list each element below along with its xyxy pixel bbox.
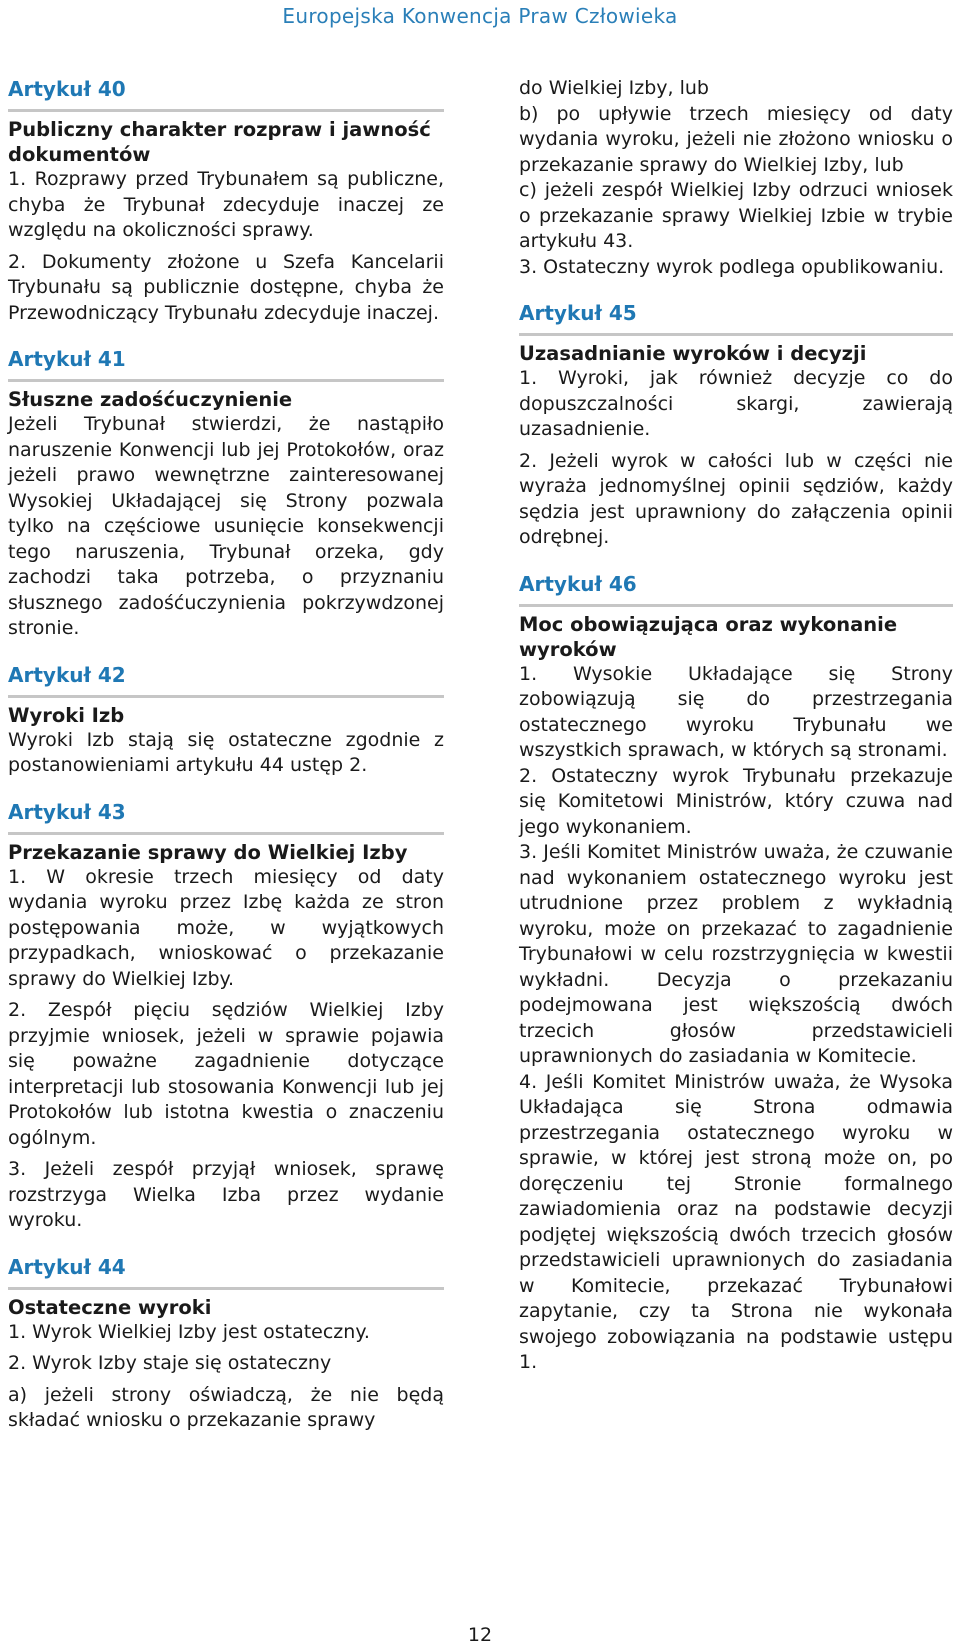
- page-number: 12: [467, 1624, 493, 1646]
- paragraph: 1. Wysokie Układające się Strony zobowiązują się do przestrzegania ostatecznego wyroku Trybunału we wszystkich sprawach, w których są stronami.: [519, 662, 953, 761]
- article-heading: Publiczny charakter rozpraw i jawność dokumentów: [8, 118, 431, 166]
- paragraph: 2. Ostateczny wyrok Trybunału przekazuje się Komitetowi Ministrów, który czuwa nad jego wykonaniem.: [519, 764, 953, 838]
- article-heading: Wyroki Izb: [8, 703, 125, 727]
- paragraph: 2. Zespół pięciu sędziów Wielkiej Izby przyjmie wniosek, jeżeli w sprawie pojawia się poważne zagadnienie dotyczące interpretacji lub stosowania Konwencji lub jej Protokołów lub istotna kwestia o znaczeniu ogólnym.: [8, 999, 444, 1149]
- paragraph: 1. Wyroki, jak również decyzje co do dopuszczalności skargi, zawierają uzasadnienie.: [519, 367, 953, 440]
- article-title: Artykuł 41: [8, 346, 444, 382]
- article-41: [8, 346, 444, 642]
- paragraph: 1. W okresie trzech miesięcy od daty wydania wyroku przez Izbę każda ze stron postępowania może, w wyjątkowych przypadkach, wnioskować o przekazanie sprawy do Wielkiej Izby.: [8, 865, 444, 990]
- article-44-continued: [519, 76, 953, 280]
- article-title: Artykuł 43: [8, 799, 444, 835]
- right-column: [519, 76, 953, 1376]
- paragraph: c) jeżeli zespół Wielkiej Izby odrzuci wniosek o przekazanie sprawy Wielkiej Izbie w trybie artykułu 43.: [519, 179, 953, 252]
- paragraph: 4. Jeśli Komitet Ministrów uważa, że Wysoka Układająca się Strona odmawia przestrzegania ostatecznego wyroku w sprawie, w której jest stroną może on, po doręczeniu tej Stronie formalnego zawiadomienia oraz na podstawie decyzji podjętej większością dwóch trzecich głosów przedstawicieli uprawnionych do zasiadania w Komitecie, przekazać Trybunałowi zapytanie, czy ta Strona nie wykonała swojego zobowiązania na podstawie ustępu 1.: [519, 1070, 953, 1373]
- paragraph: 3. Ostateczny wyrok podlega opublikowaniu.: [519, 255, 945, 278]
- article-heading: Przekazanie sprawy do Wielkiej Izby: [8, 840, 408, 864]
- article-heading: Uzasadnianie wyroków i decyzji: [519, 342, 867, 365]
- article-42: [8, 662, 444, 779]
- paragraph: b) po upływie trzech miesięcy od daty wydania wyroku, jeżeli nie złożono wniosku o przekazanie sprawy do Wielkiej Izby, lub: [519, 102, 953, 176]
- article-title: Artykuł 45: [519, 300, 953, 336]
- paragraph: 2. Dokumenty złożone u Szefa Kancelarii Trybunału są publicznie dostępne, chyba że Przewodniczący Trybunału zdecyduje inaczej.: [8, 250, 444, 324]
- article-43: [8, 799, 444, 1234]
- paragraph: 1. Rozprawy przed Trybunałem są publiczne, chyba że Trybunał zdecyduje inaczej ze względu na okoliczności sprawy.: [8, 168, 444, 241]
- page-header: Europejska Konwencja Praw Człowieka: [282, 4, 678, 28]
- paragraph: 3. Jeśli Komitet Ministrów uważa, że czuwanie nad wykonaniem ostatecznego wyroku jest utrudnione przez problem z wykładnią wyroku, może on przekazać to zagadnienie Trybunałowi w celu rozstrzygnięcia w kwestii wykładni. Decyzja o przekazaniu podejmowana jest większością dwóch trzecich głosów przedstawicieli uprawnionych do zasiadania w Komitecie.: [519, 841, 953, 1067]
- article-title: Artykuł 40: [8, 76, 444, 112]
- article-44: [8, 1254, 444, 1434]
- paragraph: 1. Wyrok Wielkiej Izby jest ostateczny.: [8, 1320, 370, 1343]
- paragraph: Jeżeli Trybunał stwierdzi, że nastąpiło naruszenie Konwencji lub jej Protokołów, oraz jeżeli prawo wewnętrzne zainteresowanej Wysokiej Układającej się Strony pozwala tylko na częściowe usunięcie konsekwencji tego naruszenia, Trybunał orzeka, gdy zachodzi taka potrzeba, o przyznaniu słusznego zadośćuczynienia pokrzywdzonej stronie.: [8, 413, 444, 639]
- paragraph: do Wielkiej Izby, lub: [519, 77, 709, 99]
- paragraph: a) jeżeli strony oświadczą, że nie będą składać wniosku o przekazanie sprawy: [8, 1383, 444, 1431]
- article-46: [519, 571, 953, 1376]
- paragraph: 2. Wyrok Izby staje się ostateczny: [8, 1352, 332, 1374]
- article-heading: Ostateczne wyroki: [8, 1295, 212, 1319]
- article-title: Artykuł 44: [8, 1254, 444, 1290]
- paragraph: 3. Jeżeli zespół przyjął wniosek, sprawę rozstrzyga Wielka Izba przez wydanie wyroku.: [8, 1158, 444, 1231]
- article-heading: Moc obowiązująca oraz wykonanie wyroków: [519, 612, 898, 661]
- article-45: [519, 300, 953, 551]
- paragraph: Wyroki Izb stają się ostateczne zgodnie z postanowieniami artykułu 44 ustęp 2.: [8, 728, 444, 776]
- article-heading: Słuszne zadośćuczynienie: [8, 388, 293, 411]
- article-40: [8, 76, 444, 326]
- left-column: [8, 76, 444, 1434]
- article-title: Artykuł 46: [519, 571, 953, 607]
- paragraph: 2. Jeżeli wyrok w całości lub w części nie wyraża jednomyślnej opinii sędziów, każdy sędzia jest uprawniony do załączenia opinii odrębnej.: [519, 449, 953, 548]
- article-title: Artykuł 42: [8, 662, 444, 698]
